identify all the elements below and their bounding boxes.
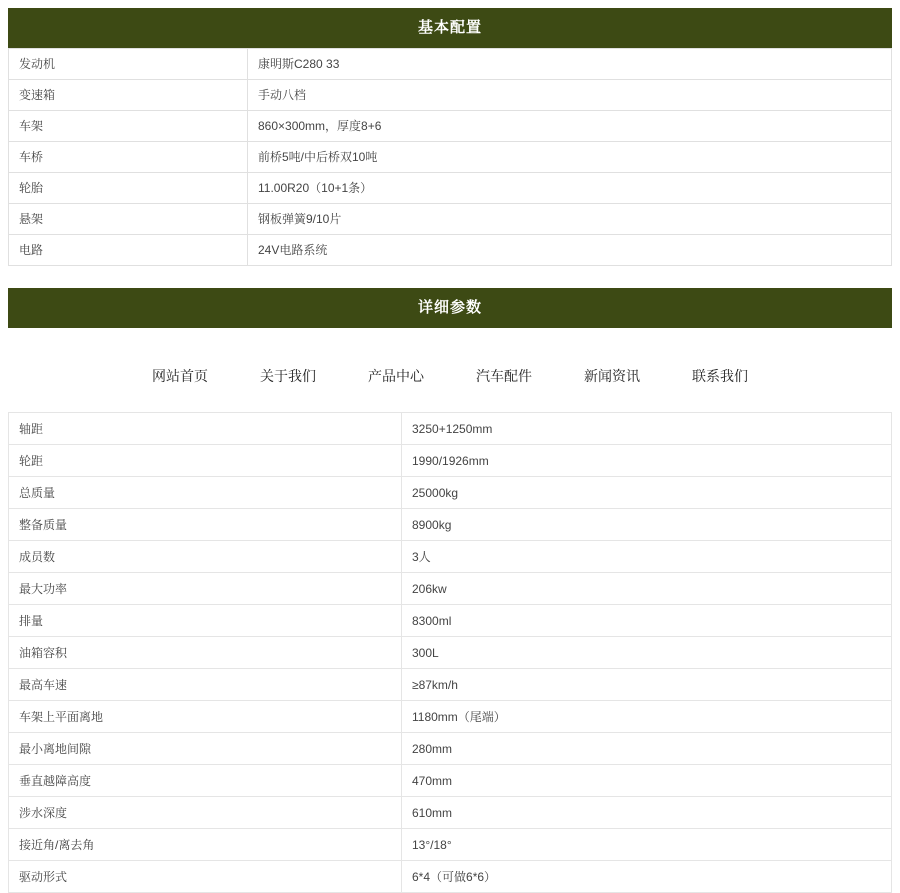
table-row (9, 509, 892, 541)
table-row (9, 477, 892, 509)
param-value: 470mm (402, 765, 892, 797)
spec-value: 860×300mm，厚度8+6 (248, 111, 892, 142)
param-value: 8900kg (402, 509, 892, 541)
table-row (9, 829, 892, 861)
param-label: 涉水深度 (9, 797, 402, 829)
nav-item-5[interactable]: 新闻资讯 (584, 369, 640, 385)
basic-config-header: 基本配置 (8, 8, 892, 48)
page-container (8, 8, 892, 893)
table-row (9, 637, 892, 669)
site-nav (8, 328, 892, 412)
spec-value: 手动八档 (248, 80, 892, 111)
detail-params-table (8, 412, 892, 893)
table-row (9, 733, 892, 765)
param-label: 轴距 (9, 413, 402, 445)
param-value: 6*4（可做6*6） (402, 861, 892, 893)
param-value: 1990/1926mm (402, 445, 892, 477)
table-row (9, 49, 892, 80)
detail-params-header: 详细参数 (8, 288, 892, 328)
spec-label: 变速箱 (9, 80, 248, 111)
param-value: 610mm (402, 797, 892, 829)
param-label: 最小离地间隙 (9, 733, 402, 765)
table-row (9, 573, 892, 605)
spec-label: 车桥 (9, 142, 248, 173)
param-value: 8300ml (402, 605, 892, 637)
spec-value: 24V电路系统 (248, 235, 892, 266)
param-value: 300L (402, 637, 892, 669)
spec-label: 发动机 (9, 49, 248, 80)
param-value: 25000kg (402, 477, 892, 509)
param-label: 整备质量 (9, 509, 402, 541)
table-row (9, 204, 892, 235)
spec-label: 轮胎 (9, 173, 248, 204)
table-row (9, 669, 892, 701)
spec-value: 康明斯C280 33 (248, 49, 892, 80)
param-value: 3250+1250mm (402, 413, 892, 445)
param-label: 总质量 (9, 477, 402, 509)
nav-item-3[interactable]: 产品中心 (368, 369, 424, 385)
basic-config-table (8, 48, 892, 266)
table-row (9, 765, 892, 797)
table-row (9, 413, 892, 445)
nav-item-2[interactable]: 关于我们 (260, 369, 316, 385)
table-row (9, 861, 892, 893)
basic-config-section (8, 8, 892, 266)
table-row (9, 797, 892, 829)
table-row (9, 605, 892, 637)
param-label: 最大功率 (9, 573, 402, 605)
param-label: 成员数 (9, 541, 402, 573)
param-value: 13°/18° (402, 829, 892, 861)
param-value: 280mm (402, 733, 892, 765)
param-value: 1180mm（尾端） (402, 701, 892, 733)
nav-item-1[interactable]: 网站首页 (152, 369, 208, 385)
spec-value: 11.00R20（10+1条） (248, 173, 892, 204)
param-value: ≥87km/h (402, 669, 892, 701)
table-row (9, 142, 892, 173)
param-label: 接近角/离去角 (9, 829, 402, 861)
param-value: 3人 (402, 541, 892, 573)
table-row (9, 235, 892, 266)
spec-value: 前桥5吨/中后桥双10吨 (248, 142, 892, 173)
nav-item-6[interactable]: 联系我们 (692, 369, 748, 385)
param-label: 驱动形式 (9, 861, 402, 893)
param-label: 排量 (9, 605, 402, 637)
param-label: 轮距 (9, 445, 402, 477)
nav-item-4[interactable]: 汽车配件 (476, 369, 532, 385)
table-row (9, 445, 892, 477)
table-row (9, 111, 892, 142)
spec-label: 电路 (9, 235, 248, 266)
table-row (9, 173, 892, 204)
spec-value: 钢板弹簧9/10片 (248, 204, 892, 235)
detail-params-section (8, 288, 892, 893)
table-row (9, 701, 892, 733)
param-label: 油箱容积 (9, 637, 402, 669)
param-label: 车架上平面离地 (9, 701, 402, 733)
table-row (9, 541, 892, 573)
spec-label: 悬架 (9, 204, 248, 235)
table-row (9, 80, 892, 111)
section-spacer (8, 266, 892, 288)
param-value: 206kw (402, 573, 892, 605)
spec-label: 车架 (9, 111, 248, 142)
param-label: 最高车速 (9, 669, 402, 701)
param-label: 垂直越障高度 (9, 765, 402, 797)
